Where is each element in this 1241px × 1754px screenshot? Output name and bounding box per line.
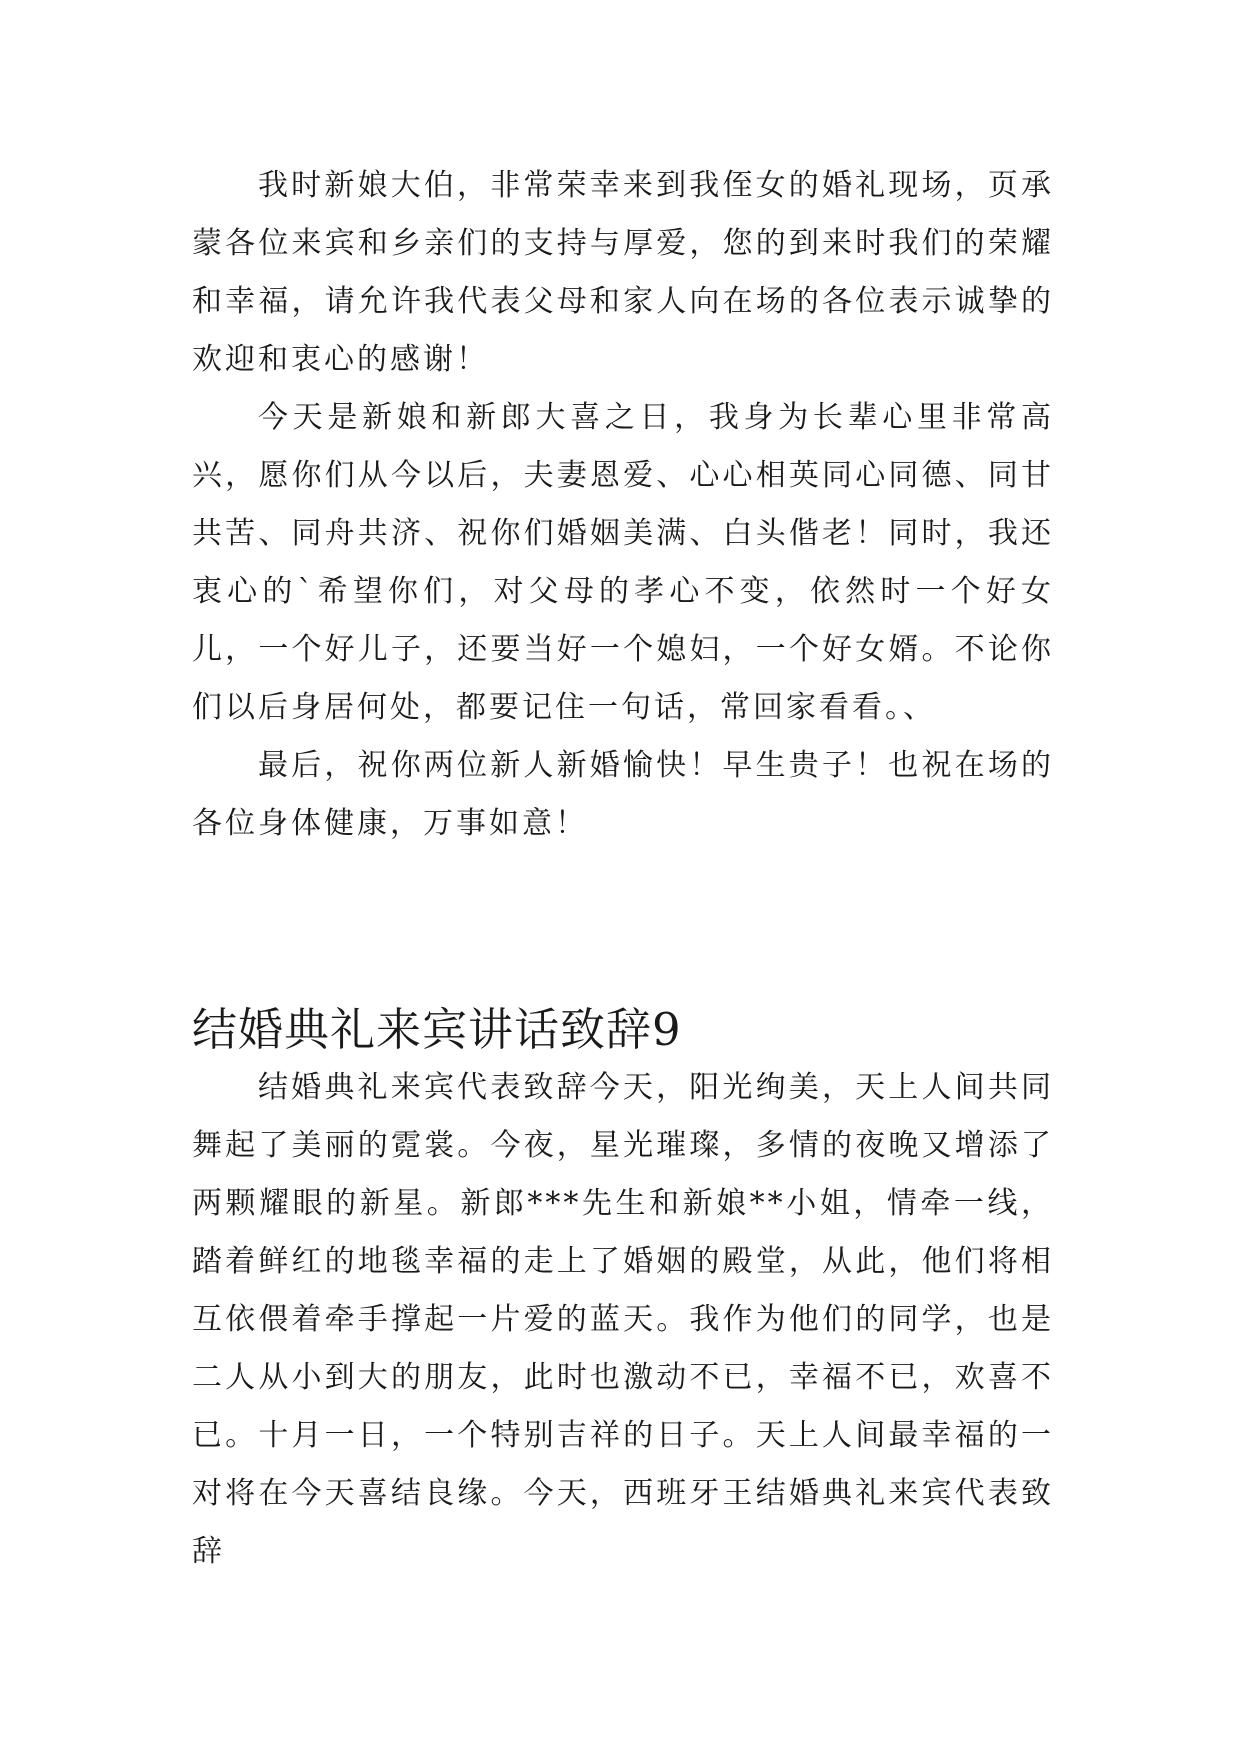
- speech-paragraph-1: 我时新娘大伯，非常荣幸来到我侄女的婚礼现场，页承蒙各位来宾和乡亲们的支持与厚爱，您的到来时我们的荣耀和幸福，请允许我代表父母和家人向在场的各位表示诚挚的欢迎和衷心的感谢！: [192, 168, 1054, 377]
- speech-paragraph-3: 最后，祝你两位新人新婚愉快！早生贵子！也祝在场的各位身体健康，万事如意！: [192, 748, 1054, 841]
- section-heading: 结婚典礼来宾讲话致辞9: [192, 1003, 682, 1056]
- speech-paragraph-2: 今天是新娘和新郎大喜之日，我身为长辈心里非常高兴，愿你们从今以后，夫妻恩爱、心心相英同心同德、同甘共苦、同舟共济、祝你们婚姻美满、白头偕老！同时，我还衷心的`希望你们，对父母的孝心不变，依然时一个好女儿，一个好儿子，还要当好一个媳妇，一个好女婿。不论你们以后身居何处，都要记住一句话，常回家看看。、: [192, 400, 1054, 725]
- document-body: [192, 157, 1054, 1581]
- guest-speech-paragraph: 结婚典礼来宾代表致辞今天，阳光绚美，天上人间共同舞起了美丽的霓裳。今夜，星光璀璨，多情的夜晚又增添了两颗耀眼的新星。新郎***先生和新娘**小姐，情牵一线，踏着鲜红的地毯幸福的走上了婚姻的殿堂，从此，他们将相互依偎着牵手撑起一片爱的蓝天。我作为他们的同学，也是二人从小到大的朋友，此时也激动不已，幸福不已，欢喜不已。十月一日，一个特别吉祥的日子。天上人间最幸福的一对将在今天喜结良缘。今天，西班牙王结婚典礼来宾代表致辞: [192, 1070, 1054, 1569]
